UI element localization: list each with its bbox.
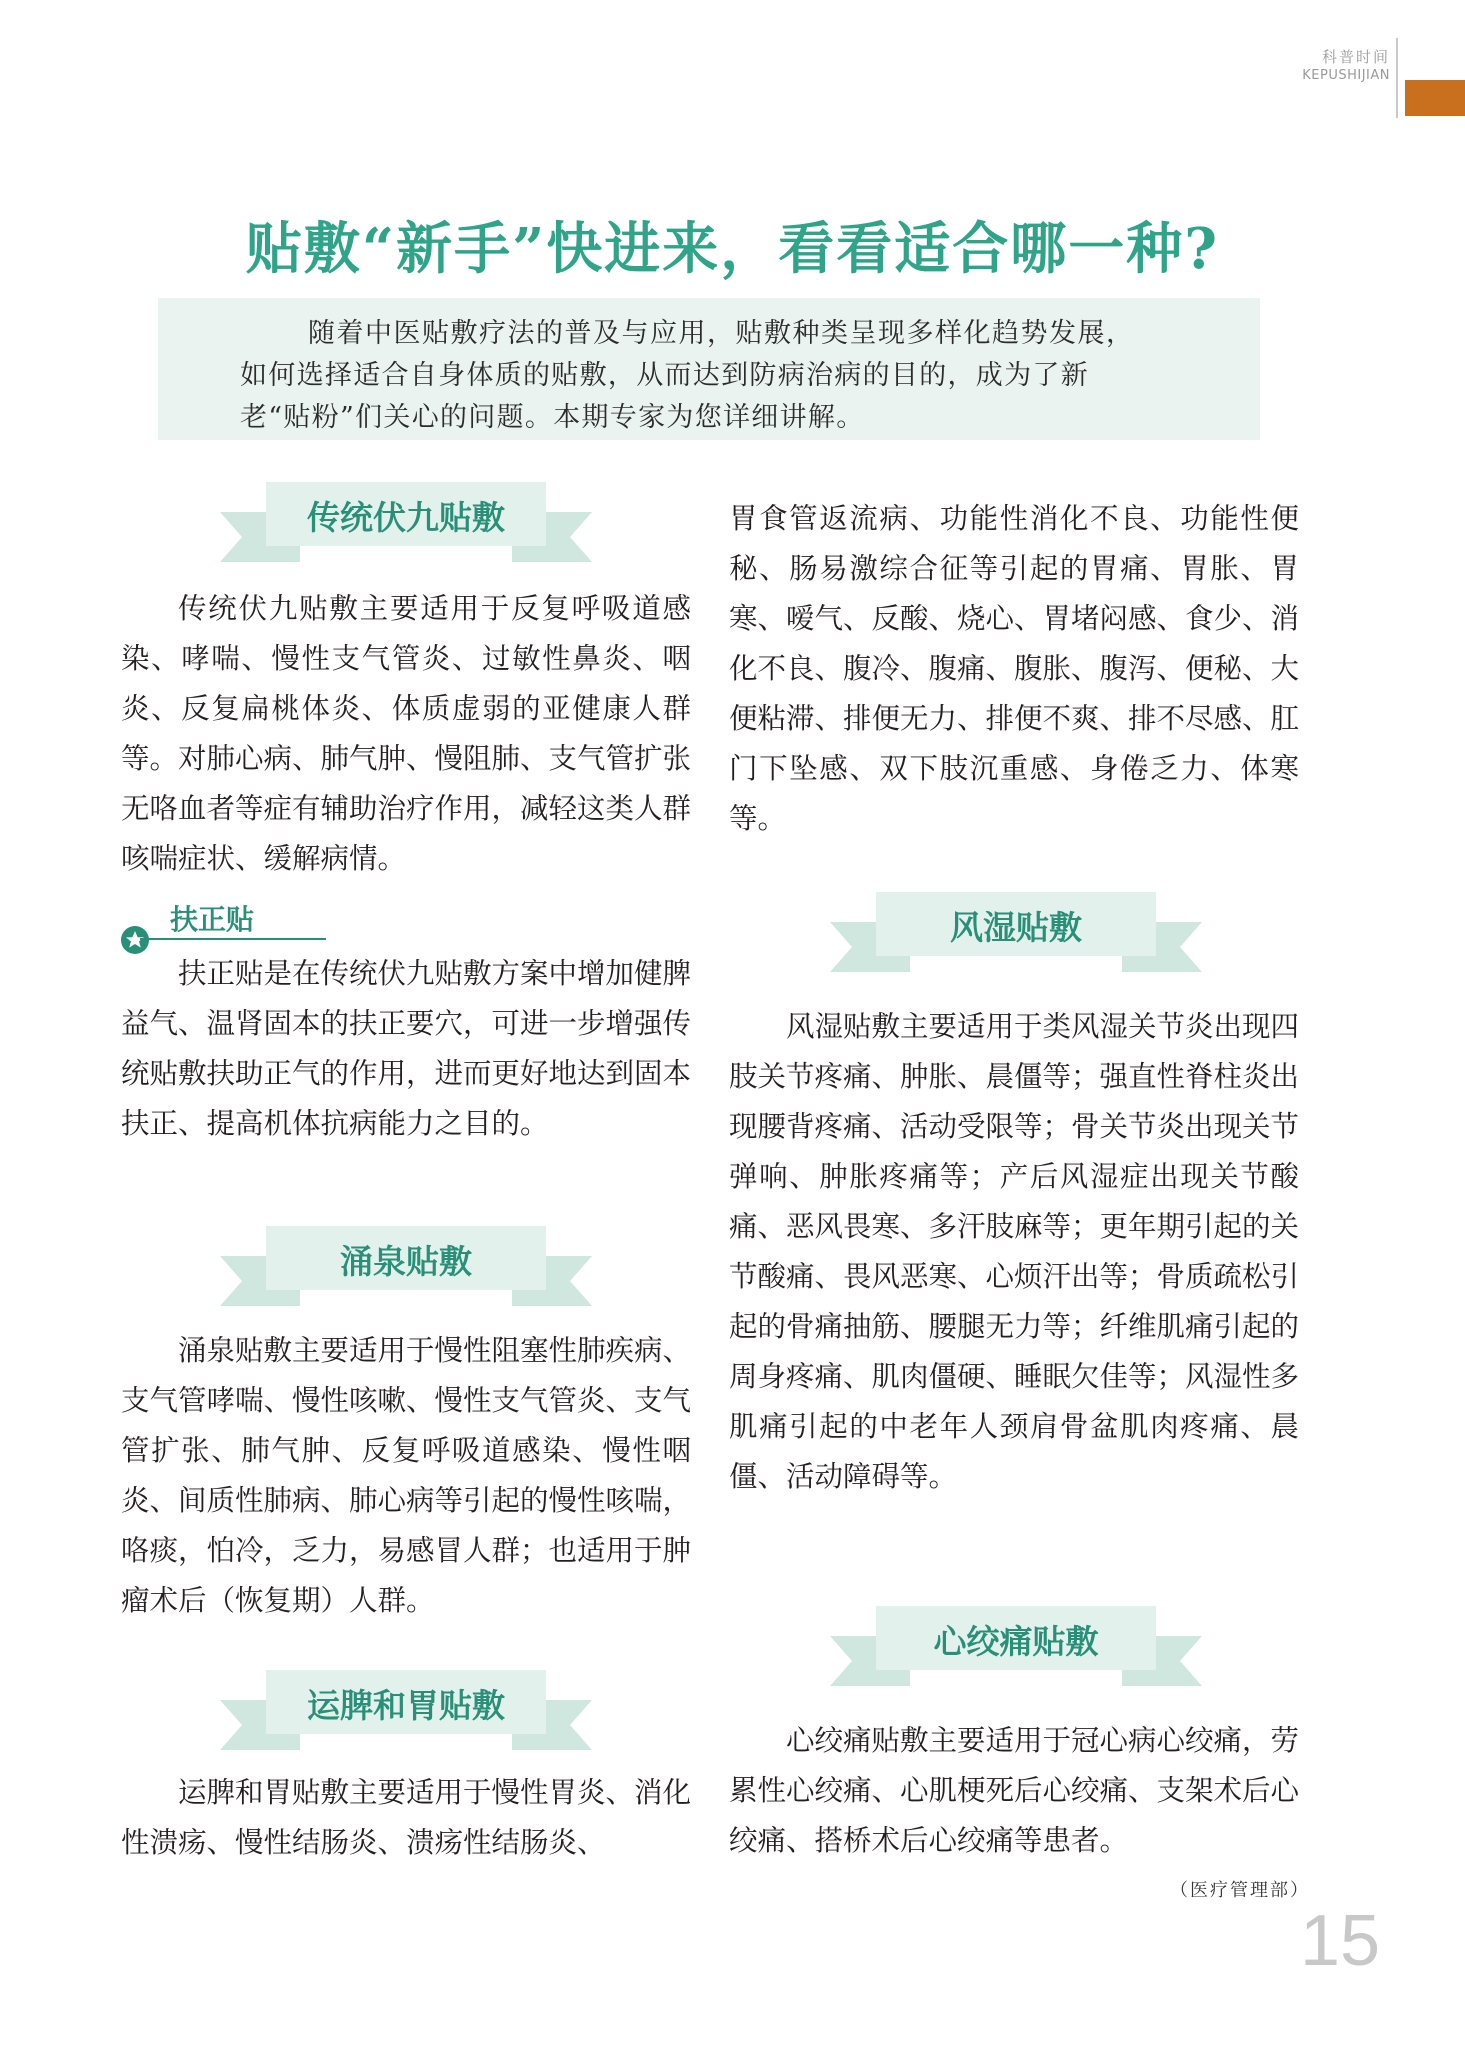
header-accent-bar — [1405, 80, 1465, 116]
section-heading-xinjiaotong — [830, 1600, 1202, 1696]
section-heading-yongquan — [220, 1220, 592, 1316]
heading-text: 心绞痛贴敷 — [933, 1622, 1099, 1661]
header-divider — [1396, 38, 1398, 118]
section-heading-fengshi — [830, 886, 1202, 982]
body-fujiu: 传统伏九贴敷主要适用于反复呼吸道感染、哮喘、慢性支气管炎、过敏性鼻炎、咽炎、反复扁桃体炎、体质虚弱的亚健康人群等。对肺心病、肺气肿、慢阻肺、支气管扩张无咯血者等症有辅助治疗作用，减轻这类人群咳喘症状、缓解病情。 — [121, 592, 692, 875]
body-fuzheng: 扶正贴是在传统伏九贴敷方案中增加健脾益气、温肾固本的扶正要穴，可进一步增强传统贴敷扶助正气的作用，进而更好地达到固本扶正、提高机体抗病能力之目的。 — [121, 957, 692, 1140]
page-number: 15 — [1300, 1901, 1381, 1981]
section-heading-fujiu — [220, 476, 592, 572]
intro-box — [158, 298, 1260, 440]
section-heading-yunpi — [220, 1664, 592, 1760]
intro-line-1: 随着中医贴敷疗法的普及与应用，贴敷种类呈现多样化趋势发展， — [308, 318, 1135, 349]
body-yunpi-left: 运脾和胃贴敷主要适用于慢性胃炎、消化性溃疡、慢性结肠炎、溃疡性结肠炎、 — [121, 1776, 692, 1859]
section-label-en: KEPUSHIJIAN — [1302, 68, 1390, 83]
department-credit: （医疗管理部） — [1170, 1880, 1310, 1901]
body-fengshi: 风湿贴敷主要适用于类风湿关节炎出现四肢关节疼痛、肿胀、晨僵等；强直性脊柱炎出现腰背疼痛、活动受限等；骨关节炎出现关节弹响、肿胀疼痛等；产后风湿症出现关节酸痛、恶风畏寒、多汗肢麻等；更年期引起的关节酸痛、畏风恶寒、心烦汗出等；骨质疏松引起的骨痛抽筋、腰腿无力等；纤维肌痛引起的周身疼痛、肌肉僵硬、睡眠欠佳等；风湿性多肌痛引起的中老年人颈肩骨盆肌肉疼痛、晨僵、活动障碍等。 — [729, 1010, 1300, 1493]
intro-line-2: 如何选择适合自身体质的贴敷，从而达到防病治病的目的，成为了新 — [240, 360, 1089, 391]
section-label-cn: 科普时间 — [1321, 48, 1390, 66]
subheading-underline — [140, 938, 326, 940]
body-yunpi-right: 胃食管返流病、功能性消化不良、功能性便秘、肠易激综合征等引起的胃痛、胃胀、胃寒、嗳气、反酸、烧心、胃堵闷感、食少、消化不良、腹冷、腹痛、腹胀、腹泻、便秘、大便粘滞、排便无力、排便不爽、排不尽感、肛门下坠感、双下肢沉重感、身倦乏力、体寒等。 — [729, 502, 1300, 835]
subheading-fuzheng: 扶正贴 — [170, 903, 255, 936]
heading-text: 涌泉贴敷 — [340, 1242, 472, 1281]
body-yongquan: 涌泉贴敷主要适用于慢性阻塞性肺疾病、支气管哮喘、慢性咳嗽、慢性支气管炎、支气管扩张、肺气肿、反复呼吸道感染、慢性咽炎、间质性肺病、肺心病等引起的慢性咳喘，咯痰，怕冷，乏力，易感冒人群；也适用于肿瘤术后（恢复期）人群。 — [121, 1334, 692, 1617]
heading-text: 运脾和胃贴敷 — [307, 1686, 505, 1725]
page-title: 贴敷“新手”快进来，看看适合哪一种? — [245, 216, 1220, 282]
body-xinjiaotong: 心绞痛贴敷主要适用于冠心病心绞痛，劳累性心绞痛、心肌梗死后心绞痛、支架术后心绞痛、搭桥术后心绞痛等患者。 — [729, 1724, 1300, 1857]
heading-text: 传统伏九贴敷 — [307, 498, 505, 537]
intro-line-3: 老“贴粉”们关心的问题。本期专家为您详细讲解。 — [240, 402, 865, 433]
heading-text: 风湿贴敷 — [950, 908, 1082, 947]
